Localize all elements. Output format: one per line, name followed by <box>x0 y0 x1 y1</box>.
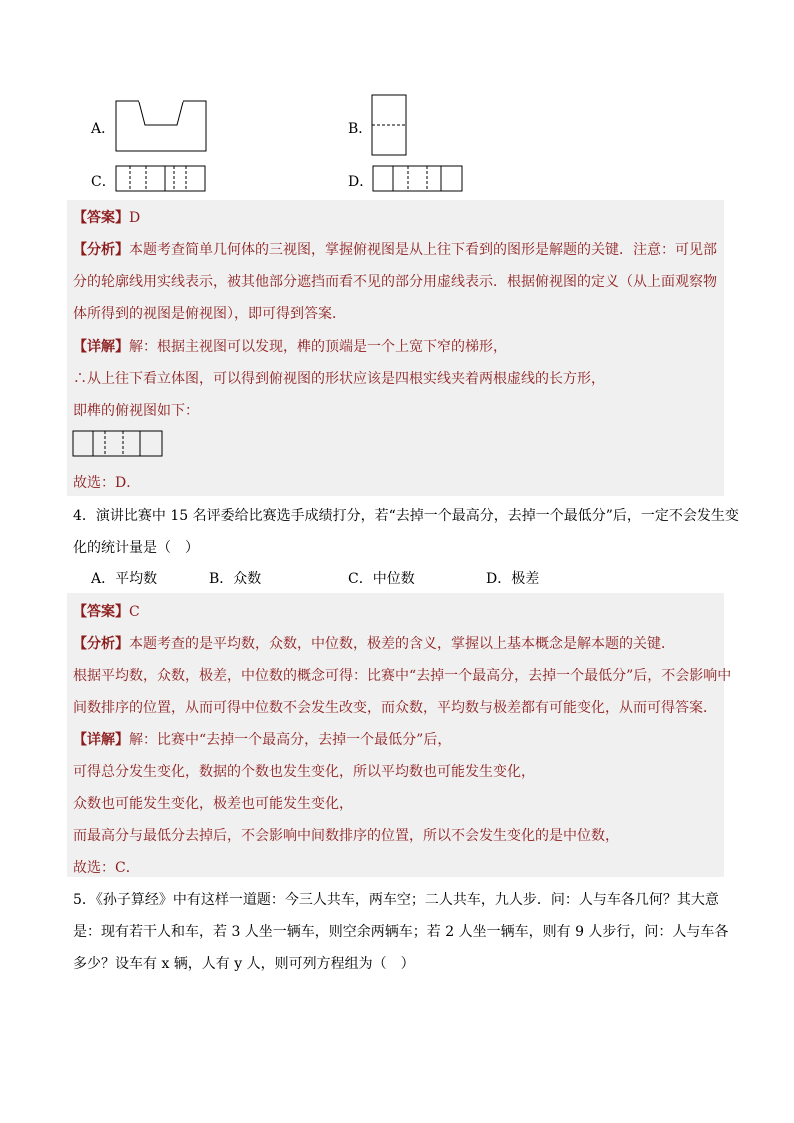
q4-detail-line-2: 可得总分发生变化，数据的个数也发生变化，所以平均数也可能发生变化， <box>73 764 535 780</box>
q4-analysis-line-3: 间数排序的位置，从而可得中位数不会发生改变，而众数，平均数与极差都有可能变化，从而可得答案． <box>73 700 717 716</box>
q4-stem-line-1: 4．演讲比赛中 15 名评委给比赛选手成绩打分，若“去掉一个最高分，去掉一个最低分”后，一定不会发生变 <box>73 508 739 524</box>
q3-analysis-line-2: 分的轮廓线用实线表示，被其他部分遮挡而看不见的部分用虚线表示．根据俯视图的定义（从上面观察物 <box>73 274 717 290</box>
q4-detail-line-5: 故选：C． <box>73 860 140 876</box>
q5-stem-line-2: 是：现有若干人和车，若 3 人坐一辆车，则空余两辆车；若 2 人坐一辆车，则有 9 人步行，问：人与车各 <box>73 924 729 940</box>
q3-analysis-line-3: 体所得到的视图是俯视图），即可得到答案． <box>73 306 346 322</box>
option-b-figure <box>371 94 407 156</box>
option-a-label: A． <box>91 121 116 137</box>
q3-answer-figure <box>72 430 163 457</box>
option-d-figure <box>372 165 463 192</box>
q3-detail-line-3: 即榫的俯视图如下： <box>73 403 199 419</box>
q4-analysis-line-1: 【分析】本题考查的是平均数，众数，中位数，极差的含义，掌握以上基本概念是解本题的关键． <box>73 636 675 652</box>
q4-detail-line-4: 而最高分与最低分去掉后，不会影响中间数排序的位置，所以不会发生变化的是中位数， <box>73 828 619 844</box>
q4-detail-line-1: 【详解】解：比赛中“去掉一个最高分，去掉一个最低分”后， <box>73 732 452 748</box>
q4-choice-b: B．众数 <box>209 571 262 587</box>
q4-answer: 【答案】C <box>73 604 140 620</box>
q4-choice-d: D．极差 <box>486 571 540 587</box>
q4-stem-line-2: 化的统计量是（ ） <box>73 540 199 556</box>
q4-detail-line-3: 众数也可能发生变化，极差也可能发生变化， <box>73 796 353 812</box>
q3-detail-line-1: 【详解】解：根据主视图可以发现，榫的顶端是一个上宽下窄的梯形， <box>73 339 507 355</box>
option-b-label: B． <box>348 121 373 137</box>
q3-analysis-line-1: 【分析】本题考查简单几何体的三视图，掌握俯视图是从上往下看到的图形是解题的关键．注意：可见部 <box>73 242 717 258</box>
q3-detail-line-4: 故选：D． <box>73 475 141 491</box>
q4-choice-c: C．中位数 <box>348 571 415 587</box>
option-c-label: C． <box>91 174 116 190</box>
option-d-label: D． <box>348 174 374 190</box>
q5-stem-line-1: 5．《孙子算经》中有这样一道题：今三人共车，两车空；二人共车，九人步．问：人与车各几何？其大意 <box>73 892 719 908</box>
option-a-figure <box>115 100 207 152</box>
option-c-figure <box>115 165 206 192</box>
q3-answer: 【答案】D <box>73 210 141 226</box>
q5-stem-line-3: 多少？设车有 x 辆，人有 y 人，则可列方程组为（ ） <box>73 956 415 972</box>
q3-detail-line-2: ∴从上往下看立体图，可以得到俯视图的形状应该是四根实线夹着两根虚线的长方形， <box>73 371 605 387</box>
q4-analysis-line-2: 根据平均数，众数，极差，中位数的概念可得：比赛中“去掉一个最高分，去掉一个最低分”后，不会影响中 <box>73 668 732 684</box>
q4-choice-a: A．平均数 <box>91 571 158 587</box>
